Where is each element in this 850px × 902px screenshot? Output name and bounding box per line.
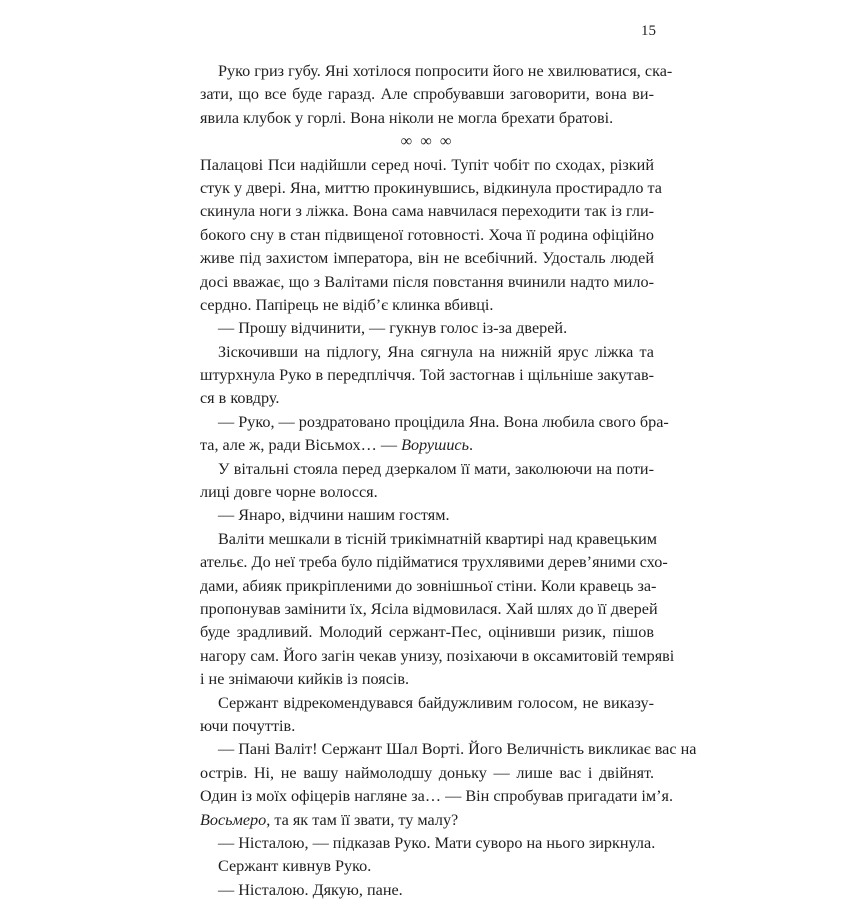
text-line: Зіскочивши на підлогу, Яна сягнула на нижній ярус ліжка та: [218, 342, 654, 361]
text-line: Один із моїх офіцерів нагляне за… — Він спробував пригадати ім’я.: [200, 787, 674, 806]
text-line: ючи почуттів.: [200, 716, 296, 735]
text-line: та, але ж, ради Вісьмох… — Ворушись.: [200, 436, 474, 455]
text-line: У вітальні стояла перед дзеркалом її мати, заколюючи на поти-: [218, 459, 654, 478]
section-separator: ∞ ∞ ∞: [400, 132, 454, 151]
text-line: явила клубок у горлі. Вона ніколи не могла брехати братові.: [200, 108, 614, 127]
text-line: — Янаро, відчини нашим гостям.: [218, 506, 450, 525]
italic-text: Восьмеро: [200, 810, 267, 829]
text-line: ся в ковдру.: [200, 389, 280, 408]
text-line: сердно. Папірець не відіб’є клинка вбивці.: [200, 295, 494, 314]
text-line: Руко гриз губу. Яні хотілося попросити його не хвилюватися, ска-: [218, 62, 673, 80]
text-line: — Прошу відчинити, — гукнув голос із-за дверей.: [218, 319, 568, 338]
text-line: живе під захистом імператора, він не всебічний. Удосталь людей: [200, 249, 654, 268]
italic-text: Ворушись: [401, 436, 469, 455]
text-line: скинула ноги з ліжка. Вона сама навчилася переходити так із гли-: [200, 202, 654, 221]
text-line: Сержант кивнув Руко.: [218, 857, 372, 876]
text-line: пропонував замінити їх, Ясіла відмовилася. Хай шлях до її дверей: [200, 599, 658, 618]
text-line: Валіти мешкали в тісній трикімнатній квартирі над кравецьким: [218, 529, 657, 548]
text-line: — Руко, — роздратовано процідила Яна. Вона любила свого бра-: [218, 412, 669, 431]
text-line: стук у двері. Яна, миттю прокинувшись, відкинула простирадло та: [200, 178, 662, 197]
text-line: і не знімаючи кийків із поясів.: [200, 670, 410, 689]
text-line: буде зрадливий. Молодий сержант-Пес, оцінивши ризик, пішов: [200, 623, 654, 642]
text-line: ательє. До неї треба було підійматися трухлявими дерев’яними схо-: [200, 553, 668, 572]
text-line: досі вважає, що з Валітами після повстання вчинили надто мило-: [200, 272, 654, 291]
page-number: 15: [641, 23, 656, 39]
text-line: — Ністалою. Дякую, пане.: [218, 880, 403, 899]
text-line: зати, що все буде гаразд. Але спробувавши заговорити, вона ви-: [200, 85, 654, 104]
text-line: нагору сам. Його загін чекав унизу, позіхаючи в оксамитовій темряві: [200, 646, 675, 665]
text-line: Восьмеро, та як там її звати, ту малу?: [200, 810, 459, 829]
text-line: штурхнула Руко в передпліччя. Той застогнав і щільніше закутав-: [200, 366, 654, 385]
text-line: бокого сну в стан підвищеної готовності. Хоча її родина офіційно: [200, 225, 654, 244]
text-line: Сержант відрекомендувався байдужливим голосом, не виказу-: [218, 693, 654, 712]
text-line: острів. Ні, не вашу наймолодшу доньку — лише вас і двійнят.: [200, 763, 654, 782]
text-line: — Пані Валіт! Сержант Шал Ворті. Його Величність викликає вас на: [218, 740, 697, 759]
text-line: Палацові Пси надійшли серед ночі. Тупіт чобіт по сходах, різкий: [200, 155, 654, 174]
text-line: — Ністалою, — підказав Руко. Мати суворо на нього зиркнула.: [218, 833, 656, 852]
text-line: дами, абияк прикріпленими до зовнішньої стіни. Коли кравець за-: [200, 576, 657, 595]
body-text: [200, 60, 697, 902]
text-line: лиці довге чорне волосся.: [200, 483, 378, 502]
